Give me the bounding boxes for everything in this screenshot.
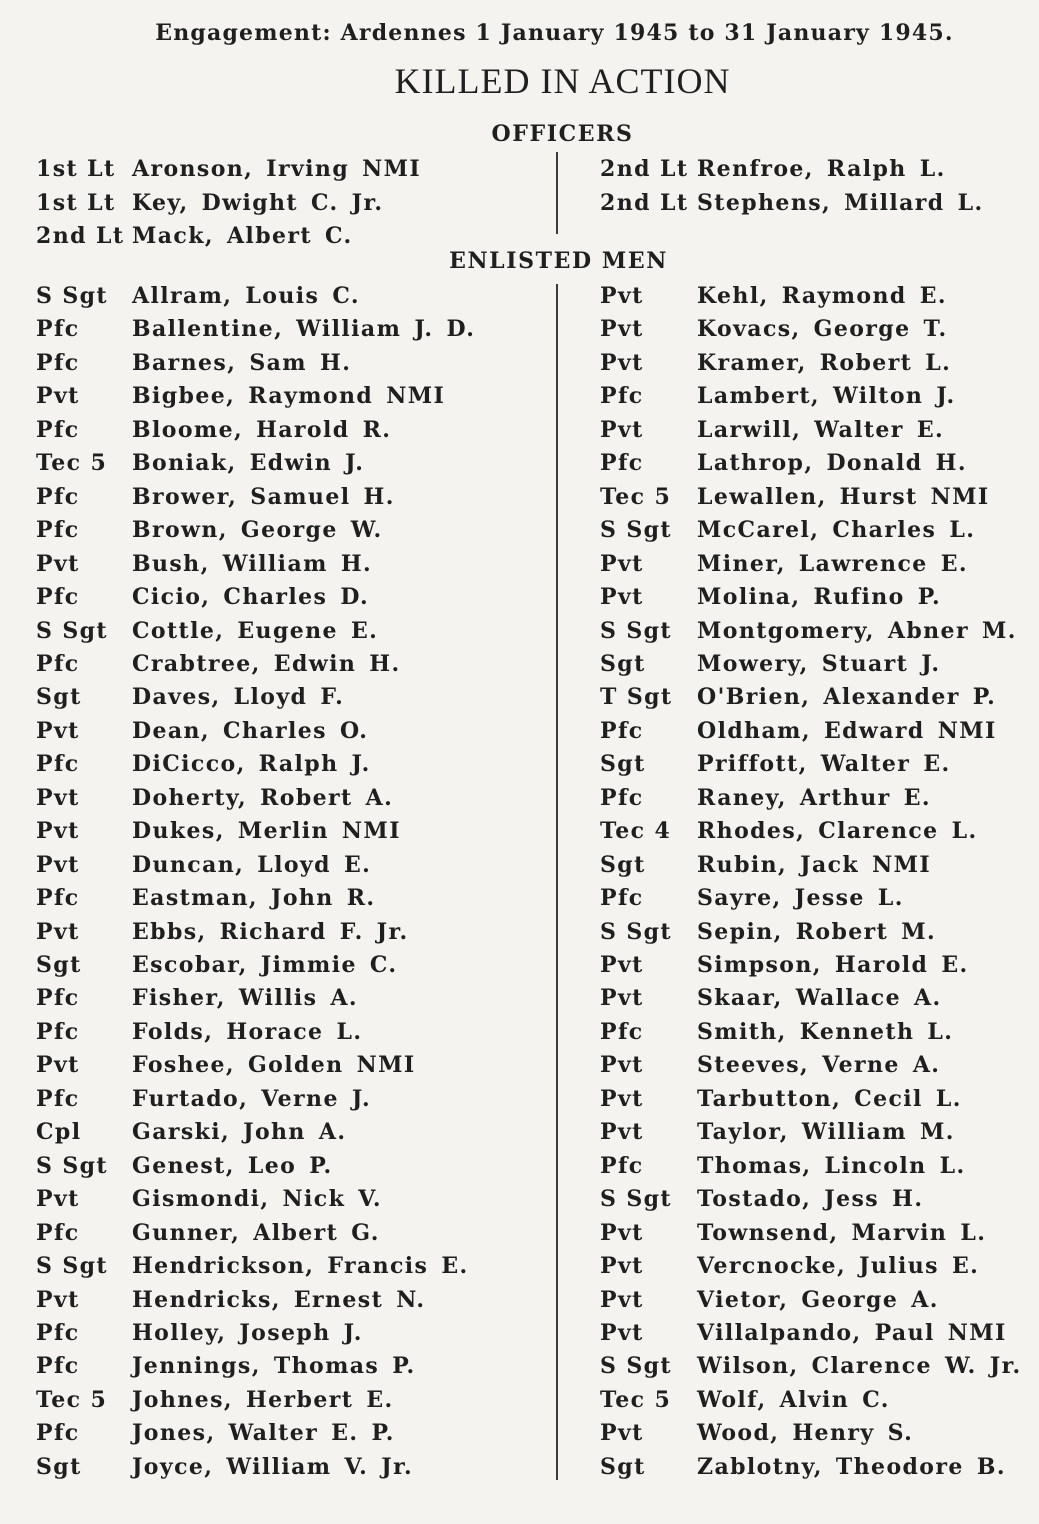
rank-label: Tec 5 (600, 483, 672, 510)
soldier-name: Wood, Henry S. (697, 1420, 914, 1447)
rank-label: 2nd Lt (36, 223, 125, 249)
rank-label: Pfc (600, 1152, 644, 1179)
rank-label: Pfc (36, 316, 80, 343)
rank-label: Tec 5 (36, 450, 108, 477)
rank-label: Pfc (36, 1085, 80, 1112)
rank-label: S Sgt (36, 1152, 108, 1179)
officers-column-divider (556, 152, 558, 234)
soldier-name: Joyce, William V. Jr. (132, 1453, 414, 1480)
rank-label: Pfc (36, 1420, 80, 1447)
soldier-name: Hendricks, Ernest N. (132, 1286, 426, 1313)
rank-label: Sgt (36, 684, 82, 711)
soldier-name: Cicio, Charles D. (132, 584, 370, 611)
soldier-name: Wolf, Alvin C. (697, 1386, 890, 1413)
soldier-name: Lambert, Wilton J. (697, 383, 956, 410)
rank-label: Pfc (36, 584, 80, 611)
soldier-name: Zablotny, Theodore B. (697, 1453, 1006, 1480)
rank-label: Tec 4 (600, 818, 672, 845)
rank-label: Pvt (600, 1286, 644, 1313)
soldier-name: Key, Dwight C. Jr. (132, 189, 384, 216)
rank-label: Pvt (36, 1052, 80, 1079)
rank-label: Pfc (36, 416, 80, 443)
soldier-name: Ballentine, William J. D. (132, 316, 476, 343)
rank-label: Sgt (600, 751, 646, 778)
enlisted-heading: ENLISTED MEN (449, 248, 668, 274)
rank-label: S Sgt (36, 617, 108, 644)
rank-label: Pvt (600, 1319, 644, 1346)
soldier-name: Vietor, George A. (697, 1286, 939, 1313)
soldier-name: McCarel, Charles L. (697, 517, 976, 544)
soldier-name: Allram, Louis C. (132, 283, 360, 309)
rank-label: Pvt (36, 383, 80, 410)
rank-label: Pvt (36, 1286, 80, 1313)
soldier-name: Mowery, Stuart J. (697, 650, 941, 677)
rank-label: Pvt (36, 550, 80, 577)
rank-label: Sgt (600, 650, 646, 677)
rank-label: Pfc (36, 1219, 80, 1246)
rank-label: Pvt (600, 1253, 644, 1280)
rank-label: T Sgt (600, 684, 673, 711)
soldier-name: Folds, Horace L. (132, 1018, 363, 1045)
rank-label: Pvt (600, 550, 644, 577)
soldier-name: Sayre, Jesse L. (697, 885, 904, 912)
soldier-name: Jones, Walter E. P. (132, 1420, 395, 1447)
soldier-name: Garski, John A. (132, 1119, 347, 1146)
soldier-name: Rhodes, Clarence L. (697, 818, 978, 845)
rank-label: S Sgt (36, 283, 108, 309)
soldier-name: Eastman, John R. (132, 885, 376, 912)
page-title: KILLED IN ACTION (394, 61, 731, 101)
rank-label: Pvt (600, 1119, 644, 1146)
rank-label: Pvt (600, 416, 644, 443)
rank-label: Pvt (600, 1085, 644, 1112)
soldier-name: Raney, Arthur E. (697, 784, 931, 811)
soldier-name: Dean, Charles O. (132, 717, 369, 744)
soldier-name: Tostado, Jess H. (697, 1186, 924, 1213)
rank-label: Pvt (36, 1186, 80, 1213)
soldier-name: Barnes, Sam H. (132, 349, 352, 376)
rank-label: 1st Lt (36, 189, 116, 216)
rank-label: Pfc (36, 1319, 80, 1346)
soldier-name: Vercnocke, Julius E. (697, 1253, 980, 1280)
soldier-name: Simpson, Harold E. (697, 952, 969, 978)
rank-label: S Sgt (600, 1353, 672, 1380)
soldier-name: Mack, Albert C. (132, 223, 353, 249)
soldier-name: Hendrickson, Francis E. (132, 1253, 469, 1280)
soldier-name: Steeves, Verne A. (697, 1052, 941, 1079)
rank-label: S Sgt (600, 1186, 672, 1213)
soldier-name: Boniak, Edwin J. (132, 450, 365, 477)
rank-label: Pfc (36, 1018, 80, 1045)
rank-label: Sgt (600, 1453, 646, 1480)
rank-label: Sgt (36, 952, 82, 978)
soldier-name: Townsend, Marvin L. (697, 1219, 987, 1246)
rank-label: Pfc (36, 483, 80, 510)
rank-label: Pfc (600, 383, 644, 410)
soldier-name: Kehl, Raymond E. (697, 283, 947, 309)
rank-label: S Sgt (600, 617, 672, 644)
soldier-name: Renfroe, Ralph L. (697, 156, 946, 182)
soldier-name: Gunner, Albert G. (132, 1219, 380, 1246)
soldier-name: Larwill, Walter E. (697, 416, 945, 443)
rank-label: S Sgt (600, 517, 672, 544)
rank-label: 2nd Lt (600, 156, 689, 182)
rank-label: 2nd Lt (600, 189, 689, 216)
rank-label: Pvt (600, 952, 644, 978)
soldier-name: Kramer, Robert L. (697, 349, 952, 376)
soldier-name: Taylor, William M. (697, 1119, 955, 1146)
rank-label: Pfc (36, 751, 80, 778)
rank-label: Pvt (600, 1420, 644, 1447)
soldier-name: Jennings, Thomas P. (132, 1353, 416, 1380)
rank-label: S Sgt (600, 918, 672, 945)
officers-heading: OFFICERS (491, 121, 634, 147)
soldier-name: Brower, Samuel H. (132, 483, 395, 510)
soldier-name: Lewallen, Hurst NMI (697, 483, 990, 510)
soldier-name: Genest, Leo P. (132, 1152, 333, 1179)
rank-label: 1st Lt (36, 156, 116, 182)
soldier-name: Bigbee, Raymond NMI (132, 383, 446, 410)
rank-label: Pvt (600, 283, 644, 309)
soldier-name: Priffott, Walter E. (697, 751, 951, 778)
rank-label: Pvt (600, 1219, 644, 1246)
rank-label: Pfc (600, 450, 644, 477)
rank-label: Pvt (36, 918, 80, 945)
soldier-name: Tarbutton, Cecil L. (697, 1085, 962, 1112)
rank-label: Pfc (600, 1018, 644, 1045)
soldier-name: Oldham, Edward NMI (697, 717, 997, 744)
soldier-name: Wilson, Clarence W. Jr. (697, 1353, 1022, 1380)
soldier-name: Stephens, Millard L. (697, 189, 984, 216)
soldier-name: Molina, Rufino P. (697, 584, 942, 611)
rank-label: Sgt (36, 1453, 82, 1480)
rank-label: Sgt (600, 851, 646, 878)
rank-label: Pvt (600, 1052, 644, 1079)
rank-label: Pvt (36, 784, 80, 811)
soldier-name: Fisher, Willis A. (132, 985, 358, 1012)
rank-label: Pfc (36, 1353, 80, 1380)
rank-label: S Sgt (36, 1253, 108, 1280)
soldier-name: O'Brien, Alexander P. (697, 684, 997, 711)
soldier-name: Furtado, Verne J. (132, 1085, 372, 1112)
soldier-name: Ebbs, Richard F. Jr. (132, 918, 409, 945)
rank-label: Pfc (36, 349, 80, 376)
enlisted-column-divider (556, 284, 558, 1480)
soldier-name: Escobar, Jimmie C. (132, 952, 398, 978)
soldier-name: Bloome, Harold R. (132, 416, 392, 443)
rank-label: Pvt (600, 584, 644, 611)
soldier-name: Skaar, Wallace A. (697, 985, 942, 1012)
rank-label: Pfc (36, 885, 80, 912)
soldier-name: Gismondi, Nick V. (132, 1186, 382, 1213)
soldier-name: Smith, Kenneth L. (697, 1018, 954, 1045)
rank-label: Pfc (36, 517, 80, 544)
soldier-name: Daves, Lloyd F. (132, 684, 345, 711)
rank-label: Pvt (36, 717, 80, 744)
soldier-name: Aronson, Irving NMI (132, 156, 422, 182)
soldier-name: DiCicco, Ralph J. (132, 751, 371, 778)
soldier-name: Duncan, Lloyd E. (132, 851, 372, 878)
engagement-line: Engagement: Ardennes 1 January 1945 to 31 January 1945. (155, 20, 954, 46)
soldier-name: Miner, Lawrence E. (697, 550, 968, 577)
soldier-name: Lathrop, Donald H. (697, 450, 967, 477)
soldier-name: Holley, Joseph J. (132, 1319, 363, 1346)
rank-label: Pvt (36, 818, 80, 845)
soldier-name: Foshee, Golden NMI (132, 1052, 416, 1079)
soldier-name: Bush, William H. (132, 550, 373, 577)
soldier-name: Thomas, Lincoln L. (697, 1152, 966, 1179)
rank-label: Pvt (600, 349, 644, 376)
soldier-name: Montgomery, Abner M. (697, 617, 1017, 644)
soldier-name: Johnes, Herbert E. (132, 1386, 394, 1413)
rank-label: Pfc (600, 717, 644, 744)
soldier-name: Crabtree, Edwin H. (132, 650, 401, 677)
rank-label: Pfc (600, 784, 644, 811)
rank-label: Cpl (36, 1119, 82, 1146)
soldier-name: Cottle, Eugene E. (132, 617, 379, 644)
rank-label: Pfc (36, 650, 80, 677)
soldier-name: Brown, George W. (132, 517, 383, 544)
rank-label: Tec 5 (36, 1386, 108, 1413)
soldier-name: Rubin, Jack NMI (697, 851, 932, 878)
rank-label: Pfc (600, 885, 644, 912)
soldier-name: Doherty, Robert A. (132, 784, 394, 811)
rank-label: Pvt (600, 316, 644, 343)
rank-label: Pvt (600, 985, 644, 1012)
rank-label: Tec 5 (600, 1386, 672, 1413)
soldier-name: Sepin, Robert M. (697, 918, 937, 945)
rank-label: Pvt (36, 851, 80, 878)
soldier-name: Dukes, Merlin NMI (132, 818, 401, 845)
soldier-name: Villalpando, Paul NMI (697, 1319, 1007, 1346)
soldier-name: Kovacs, George T. (697, 316, 948, 343)
rank-label: Pfc (36, 985, 80, 1012)
